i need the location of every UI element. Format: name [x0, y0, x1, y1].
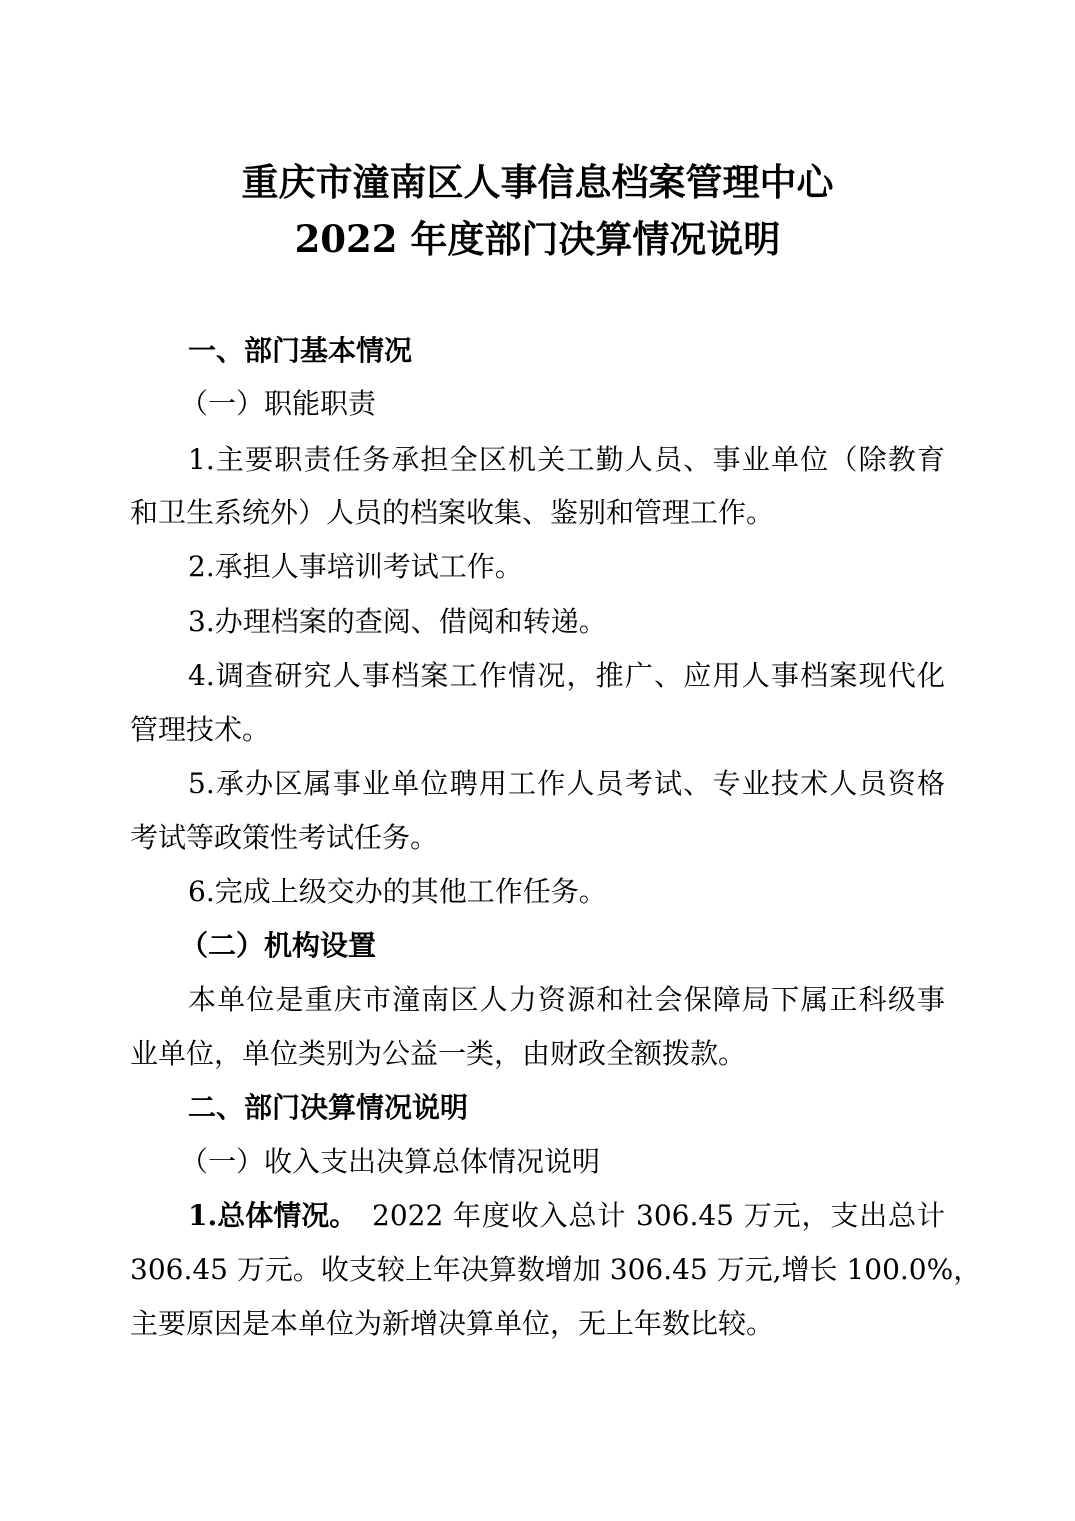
paragraph-line: 考试等政策性考试任务。	[130, 821, 439, 854]
paragraph-label-overall: 1.总体情况。	[188, 1199, 358, 1232]
paragraph-line: 主要原因是本单位为新增决算单位，无上年数比较。	[130, 1307, 775, 1340]
paragraph-line: 1.主要职责任务承担全区机关工勤人员、事业单位（除教育	[188, 443, 945, 476]
section-heading-2: 二、部门决算情况说明	[188, 1091, 469, 1124]
subsection-heading-income-expense: （一）收入支出决算总体情况说明	[180, 1145, 601, 1178]
document-title-line-1: 重庆市潼南区人事信息档案管理中心	[241, 160, 834, 204]
paragraph-line: 6.完成上级交办的其他工作任务。	[188, 875, 607, 908]
paragraph-line: 2.承担人事培训考试工作。	[188, 550, 523, 583]
subsection-heading-functions: （一）职能职责	[180, 387, 377, 420]
paragraph-line: 3.办理档案的查阅、借阅和转递。	[188, 605, 607, 638]
paragraph-line: 业单位，单位类别为公益一类，由财政全额拨款。	[130, 1037, 747, 1070]
paragraph-line: 306.45 万元。收支较上年决算数增加 306.45 万元,增长 100.0%，	[130, 1253, 982, 1286]
paragraph-line: 2022 年度收入总计 306.45 万元，支出总计	[372, 1199, 945, 1232]
subsection-heading-organization: （二）机构设置	[180, 929, 377, 962]
section-heading-1: 一、部门基本情况	[188, 334, 413, 367]
document-title-line-2: 2022 年度部门决算情况说明	[294, 217, 781, 261]
paragraph-line: 管理技术。	[130, 713, 271, 746]
paragraph-line: 4.调查研究人事档案工作情况，推广、应用人事档案现代化	[188, 659, 945, 692]
paragraph-line: 本单位是重庆市潼南区人力资源和社会保障局下属正科级事	[188, 983, 945, 1016]
paragraph-line: 和卫生系统外）人员的档案收集、鉴别和管理工作。	[130, 496, 775, 529]
paragraph-line: 5.承办区属事业单位聘用工作人员考试、专业技术人员资格	[188, 767, 945, 800]
